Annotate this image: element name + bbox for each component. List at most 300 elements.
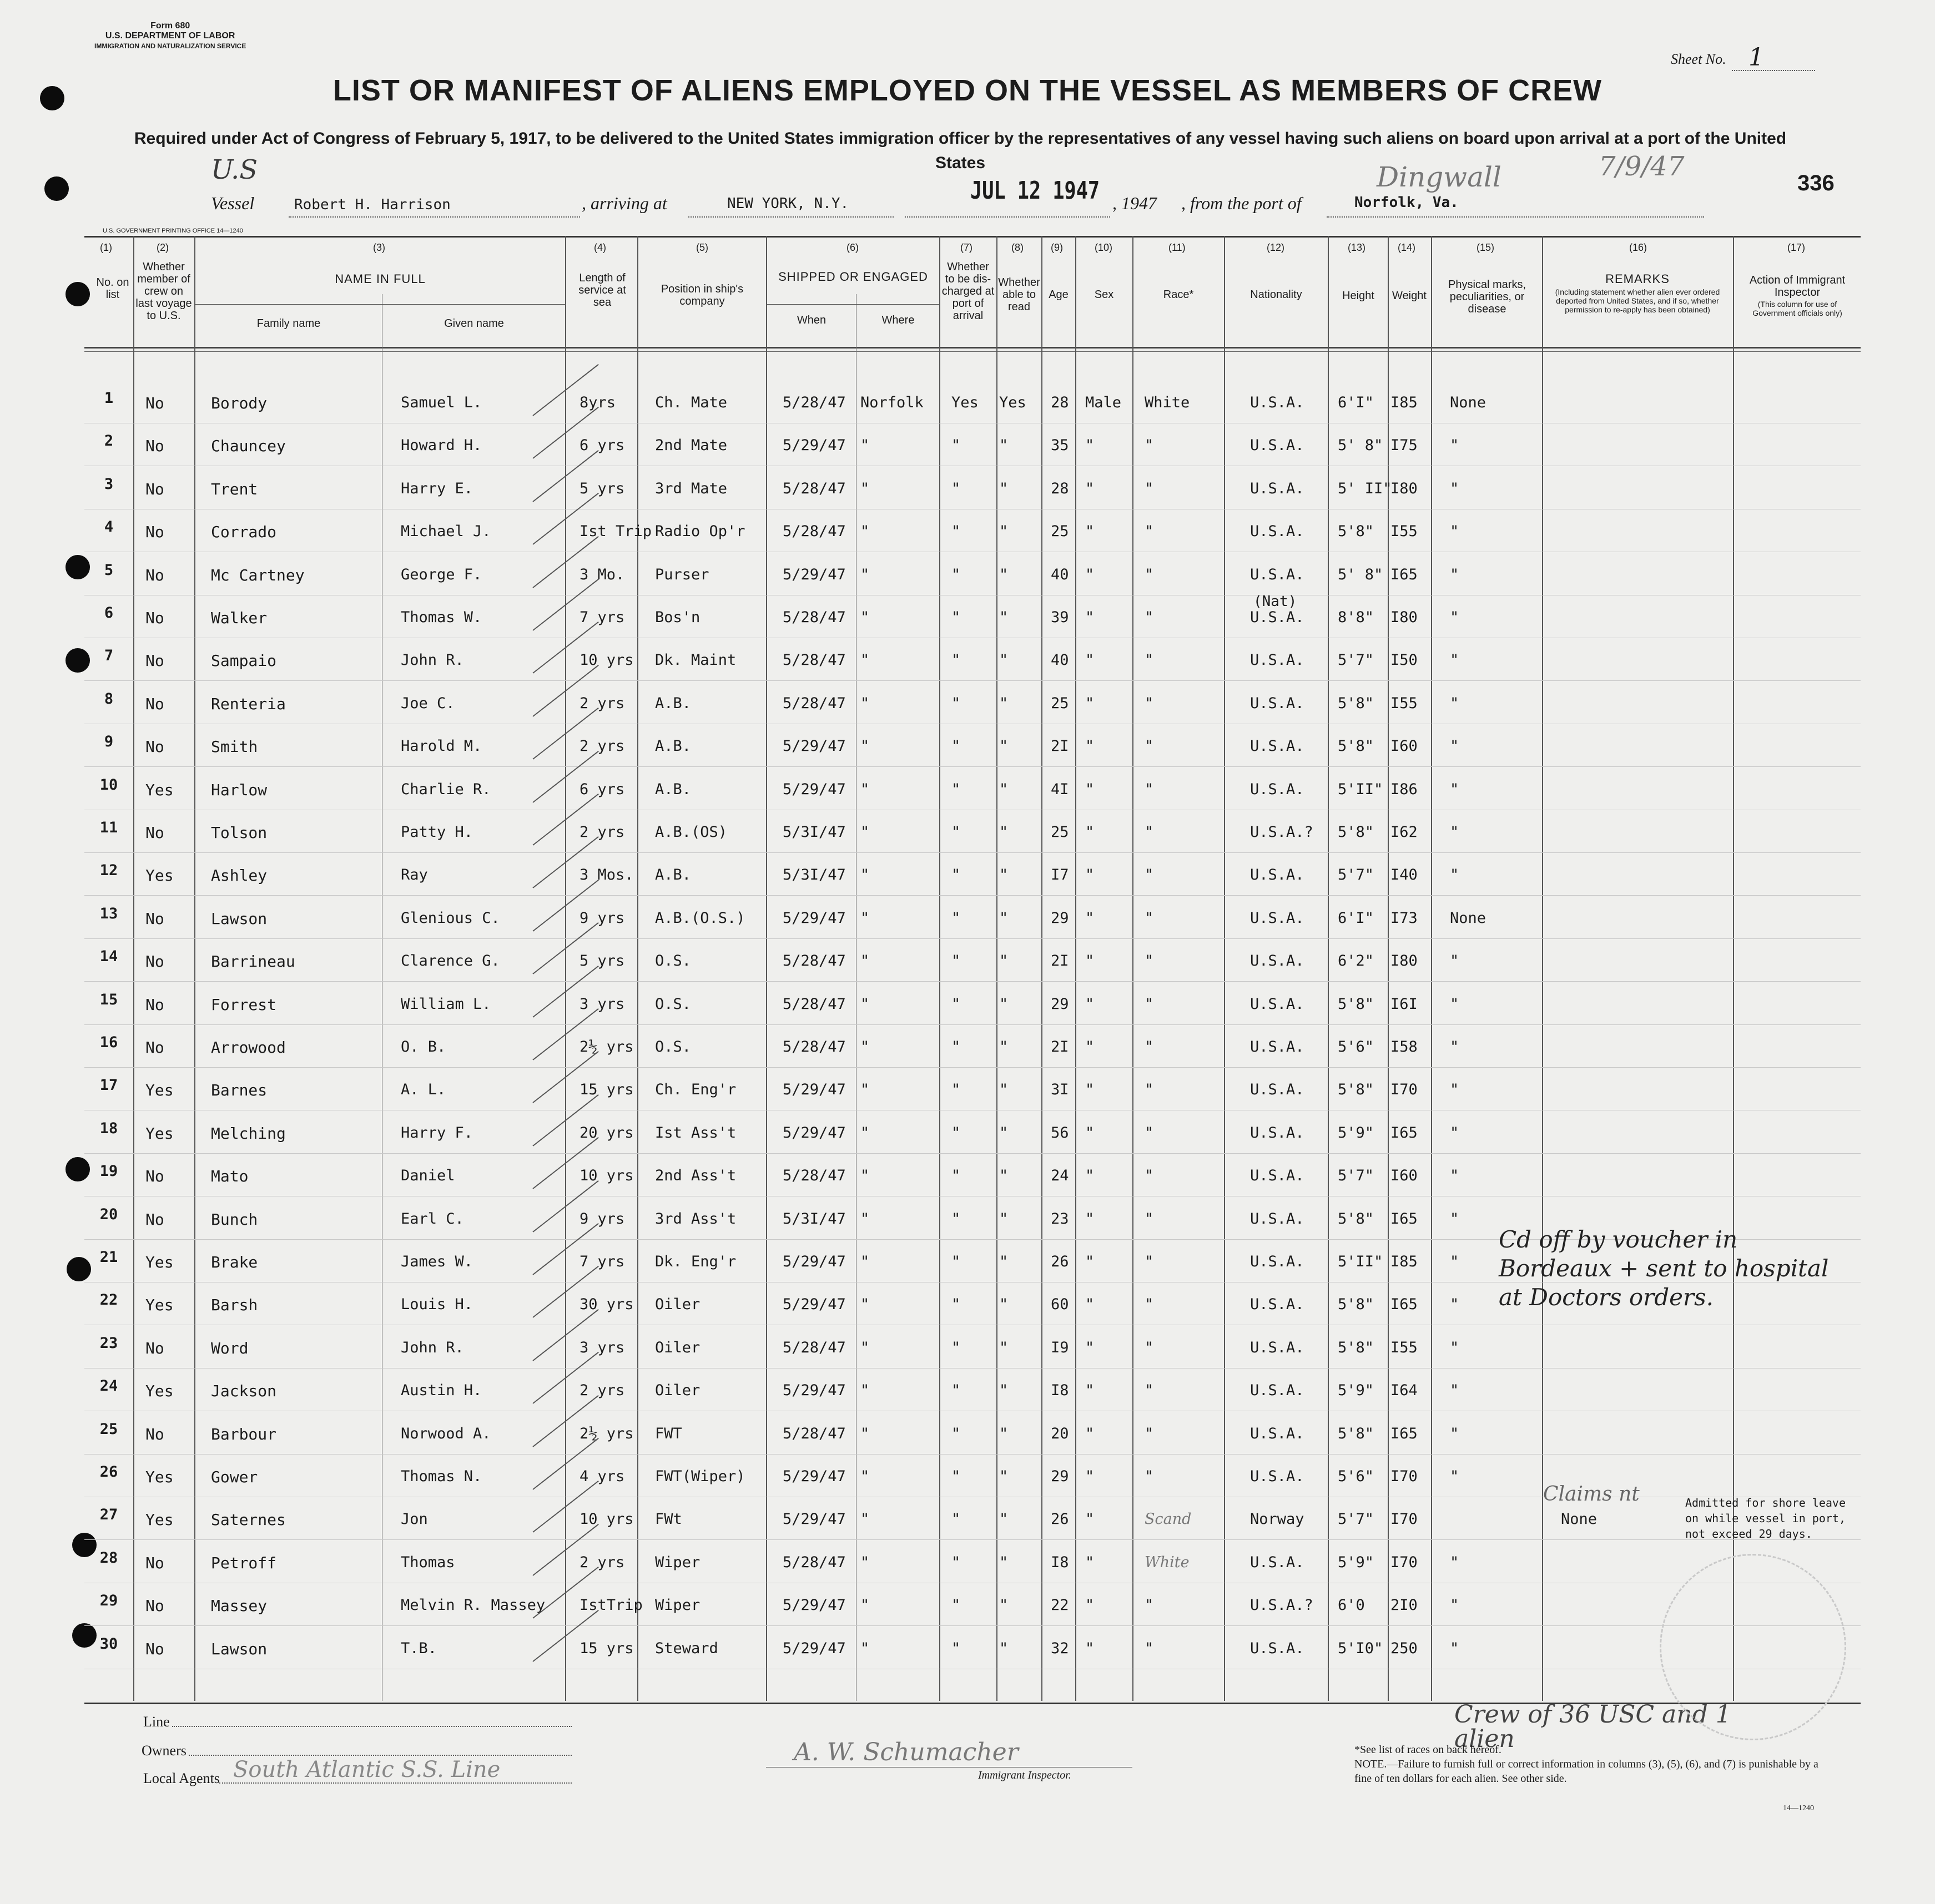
- cell-discharge: ": [951, 1511, 961, 1528]
- line-label: Line: [143, 1714, 170, 1730]
- cell-race: ": [1145, 1382, 1154, 1400]
- cell-last-voyage: No: [145, 1339, 164, 1357]
- cell-physical-marks: ": [1450, 1597, 1459, 1614]
- cell-weight: I80: [1390, 479, 1418, 497]
- cell-able-to-read: Yes: [999, 394, 1026, 411]
- col-num: (16): [1629, 242, 1647, 253]
- cell-height: 5'7": [1338, 1511, 1374, 1528]
- cell-able-to-read: ": [999, 909, 1009, 927]
- row-number: 25: [99, 1420, 118, 1438]
- cell-given-name: Patty H.: [401, 824, 473, 841]
- cell-height: 5' 8": [1338, 437, 1383, 454]
- cell-position: Oiler: [655, 1296, 701, 1314]
- cell-physical-marks: ": [1450, 824, 1459, 841]
- cell-race: ": [1145, 609, 1154, 626]
- cell-race: ": [1145, 1296, 1154, 1314]
- cell-service: 4 yrs: [580, 1468, 625, 1485]
- cell-shipped-when: 5/28/47: [783, 952, 846, 970]
- col-divider: [1733, 236, 1734, 1701]
- cell-age: 39: [1051, 609, 1069, 626]
- cell-family-name: Barsh: [211, 1296, 258, 1315]
- cell-physical-marks: ": [1450, 651, 1459, 669]
- cell-nationality: U.S.A.: [1250, 1081, 1304, 1099]
- cell-physical-marks: ": [1450, 1382, 1459, 1400]
- cell-discharge: ": [951, 1468, 961, 1485]
- cell-shipped-where: ": [860, 1038, 870, 1055]
- cell-last-voyage: No: [145, 952, 164, 971]
- cell-age: 32: [1051, 1639, 1069, 1657]
- cell-weight: I62: [1390, 824, 1418, 841]
- col-header-no: No. on list: [96, 276, 129, 301]
- cell-height: 8'8": [1338, 609, 1374, 626]
- page-title: LIST OR MANIFEST OF ALIENS EMPLOYED ON THE VESSEL AS MEMBERS OF CREW: [332, 74, 1603, 107]
- cell-shipped-where: ": [860, 1639, 870, 1657]
- cell-nationality: U.S.A.: [1250, 1253, 1304, 1270]
- row-number: 8: [104, 690, 114, 708]
- cell-shipped-where: ": [860, 780, 870, 798]
- cell-race: ": [1145, 1253, 1154, 1270]
- cell-weight: I64: [1390, 1382, 1418, 1400]
- cell-position: Purser: [655, 565, 709, 583]
- cell-height: 5'8": [1338, 1296, 1374, 1314]
- cell-family-name: Forrest: [211, 995, 277, 1014]
- col-header-read: Whether able to read: [998, 276, 1040, 313]
- cell-family-name: Arrowood: [211, 1038, 286, 1057]
- official-stamp: [1660, 1554, 1846, 1740]
- cell-sex: ": [1085, 1339, 1095, 1356]
- cell-nationality: U.S.A.: [1250, 952, 1304, 970]
- cell-discharge: ": [951, 909, 961, 927]
- cell-discharge: ": [951, 1639, 961, 1657]
- row-rule: [84, 895, 1861, 896]
- cell-given-name: Earl C.: [401, 1210, 464, 1228]
- cell-physical-marks: ": [1450, 1167, 1459, 1185]
- cell-weight: I50: [1390, 651, 1418, 669]
- cell-family-name: Melching: [211, 1124, 286, 1143]
- cell-position: Wiper: [655, 1597, 701, 1614]
- cell-position: 2nd Ass't: [655, 1167, 737, 1185]
- cell-sex: ": [1085, 1296, 1095, 1314]
- vessel-underline: [289, 216, 580, 218]
- cell-height: 5'II": [1338, 1253, 1383, 1270]
- cell-shipped-where: ": [860, 1339, 870, 1356]
- cell-given-name: A. L.: [401, 1081, 446, 1099]
- cell-service: 10 yrs: [580, 1167, 634, 1185]
- cell-family-name: Bunch: [211, 1210, 258, 1229]
- cell-discharge: ": [951, 437, 961, 454]
- cell-family-name: Gower: [211, 1468, 258, 1486]
- cell-race: ": [1145, 824, 1154, 841]
- service-name: IMMIGRATION AND NATURALIZATION SERVICE: [94, 42, 246, 50]
- cell-weight: 2I0: [1390, 1597, 1418, 1614]
- cell-given-name: Melvin R. Massey: [401, 1597, 546, 1614]
- cell-physical-marks: ": [1450, 995, 1459, 1013]
- cell-discharge: ": [951, 523, 961, 541]
- cell-race: White: [1145, 1553, 1190, 1571]
- col-divider: [1041, 236, 1042, 1701]
- cell-height: 5'8": [1338, 738, 1374, 755]
- cell-sex: ": [1085, 952, 1095, 970]
- cell-age: 29: [1051, 995, 1069, 1013]
- cell-sex: ": [1085, 437, 1095, 454]
- cell-sex: ": [1085, 1597, 1095, 1614]
- row-number: 26: [99, 1463, 118, 1481]
- cell-weight: I55: [1390, 1339, 1418, 1356]
- cell-family-name: Trent: [211, 479, 258, 498]
- race-note: *See list of races on back hereof.: [1354, 1744, 1501, 1756]
- cell-service: 10 yrs: [580, 1511, 634, 1528]
- row-rule: [84, 1024, 1861, 1025]
- cell-sex: Male: [1085, 394, 1122, 411]
- cell-race: ": [1145, 1425, 1154, 1442]
- cell-service: 2½ yrs: [580, 1425, 634, 1442]
- row-rule: [84, 680, 1861, 681]
- cell-shipped-when: 5/28/47: [783, 1038, 846, 1055]
- cell-weight: I70: [1390, 1468, 1418, 1485]
- cell-physical-marks: ": [1450, 952, 1459, 970]
- row-rule: [84, 1625, 1861, 1626]
- handwritten-port: Dingwall: [1377, 161, 1501, 193]
- cell-weight: I70: [1390, 1553, 1418, 1571]
- cell-physical-marks: ": [1450, 1124, 1459, 1142]
- cell-given-name: William L.: [401, 995, 491, 1013]
- cell-height: 5' II": [1338, 479, 1392, 497]
- cell-sex: ": [1085, 479, 1095, 497]
- cell-given-name: John R.: [401, 1339, 464, 1356]
- cell-position: 2nd Mate: [655, 437, 728, 454]
- cell-race: ": [1145, 909, 1154, 927]
- cell-age: I8: [1051, 1382, 1069, 1400]
- row-number: 2: [104, 432, 114, 450]
- col-header-position: Position in ship's company: [661, 283, 744, 307]
- page-number: 336: [1797, 171, 1835, 195]
- cell-weight: I65: [1390, 565, 1418, 583]
- cell-able-to-read: ": [999, 1468, 1009, 1485]
- cell-physical-marks: ": [1450, 1210, 1459, 1228]
- cell-height: 6'I": [1338, 909, 1374, 927]
- cell-position: A.B.: [655, 694, 692, 712]
- cell-weight: I80: [1390, 952, 1418, 970]
- cell-weight: I70: [1390, 1081, 1418, 1099]
- cell-shipped-when: 5/28/47: [783, 394, 846, 411]
- cell-shipped-where: ": [860, 437, 870, 454]
- cell-age: 25: [1051, 694, 1069, 712]
- cell-given-name: T.B.: [401, 1639, 437, 1657]
- cell-weight: I60: [1390, 1167, 1418, 1185]
- col-num: (12): [1267, 242, 1285, 253]
- cell-family-name: Mato: [211, 1167, 249, 1186]
- cell-shipped-where: ": [860, 1597, 870, 1614]
- col-divider: [1388, 236, 1389, 1701]
- cell-age: 40: [1051, 565, 1069, 583]
- cell-service: 5 yrs: [580, 952, 625, 970]
- page-subtitle: Required under Act of Congress of February 5, 1917, to be delivered to the United States immigration officer by the representatives of any vessel having such aliens on board upon arrival at a port of the United States: [134, 129, 1787, 172]
- fine-note: NOTE.—Failure to furnish full or correct information in columns (3), (5), (6), and (7) is punishable by a fine of ten dollars for each alien. See other side.: [1354, 1758, 1818, 1785]
- date-stamp: JUL 12 1947: [970, 176, 1100, 205]
- cell-position: A.B.: [655, 866, 692, 884]
- cell-shipped-when: 5/28/47: [783, 1425, 846, 1442]
- cell-physical-marks: ": [1450, 1425, 1459, 1442]
- cell-sex: ": [1085, 1167, 1095, 1185]
- cell-physical-marks: ": [1450, 780, 1459, 798]
- col-divider: [565, 236, 566, 1701]
- from-port-label: , from the port of: [1181, 193, 1302, 213]
- cell-given-name: Thomas: [401, 1553, 455, 1571]
- cell-physical-marks: None: [1450, 909, 1486, 927]
- cell-height: 5'6": [1338, 1038, 1374, 1055]
- date-underline: [905, 216, 1110, 218]
- form-number: Form 680: [150, 21, 190, 31]
- cell-given-name: Michael J.: [401, 523, 491, 541]
- cell-shipped-where: ": [860, 565, 870, 583]
- cell-family-name: Barnes: [211, 1081, 268, 1100]
- cell-family-name: Harlow: [211, 780, 268, 799]
- row-number: 18: [99, 1119, 118, 1137]
- cell-able-to-read: ": [999, 1339, 1009, 1356]
- cell-last-voyage: Yes: [145, 1253, 174, 1271]
- cell-nationality: U.S.A.: [1250, 694, 1304, 712]
- cell-family-name: Lawson: [211, 1639, 268, 1658]
- row-number: 3: [104, 475, 114, 493]
- cell-position: Dk. Eng'r: [655, 1253, 737, 1270]
- cell-race: White: [1145, 394, 1190, 411]
- cell-given-name: Norwood A.: [401, 1425, 491, 1442]
- cell-nationality: U.S.A.: [1250, 1124, 1304, 1142]
- cell-able-to-read: ": [999, 1296, 1009, 1314]
- inspector-signature: A. W. Schumacher: [794, 1738, 1019, 1766]
- cell-age: 26: [1051, 1253, 1069, 1270]
- cell-weight: I75: [1390, 437, 1418, 454]
- col-header-age: Age: [1049, 289, 1069, 301]
- cell-shipped-when: 5/29/47: [783, 437, 846, 454]
- cell-nationality: U.S.A.: [1250, 780, 1304, 798]
- cell-given-name: Glenious C.: [401, 909, 500, 927]
- cell-position: Radio Op'r: [655, 523, 745, 541]
- cell-position: 3rd Ass't: [655, 1210, 737, 1228]
- row-number: 22: [99, 1291, 118, 1309]
- cell-last-voyage: Yes: [145, 1468, 174, 1486]
- cell-shipped-where: ": [860, 1468, 870, 1485]
- cell-position: Ch. Mate: [655, 394, 728, 411]
- cell-race: ": [1145, 1038, 1154, 1055]
- cell-discharge: ": [951, 824, 961, 841]
- cell-age: 25: [1051, 523, 1069, 541]
- cell-race: ": [1145, 1167, 1154, 1185]
- cell-shipped-where: ": [860, 609, 870, 626]
- cell-sex: ": [1085, 1081, 1095, 1099]
- cell-able-to-read: ": [999, 651, 1009, 669]
- cell-family-name: Mc Cartney: [211, 565, 305, 584]
- cell-last-voyage: Yes: [145, 1124, 174, 1143]
- cell-age: 25: [1051, 824, 1069, 841]
- cell-able-to-read: ": [999, 738, 1009, 755]
- cell-last-voyage: No: [145, 738, 164, 756]
- cell-weight: I73: [1390, 909, 1418, 927]
- cell-service: 15 yrs: [580, 1639, 634, 1657]
- handwritten-date: 7/9/47: [1599, 151, 1685, 182]
- cell-nationality: U.S.A.: [1250, 1553, 1304, 1571]
- cell-shipped-where: ": [860, 824, 870, 841]
- col-divider: [1075, 236, 1076, 1701]
- cell-family-name: Tolson: [211, 824, 268, 842]
- cell-nationality: U.S.A.: [1250, 651, 1304, 669]
- cell-weight: I70: [1390, 1511, 1418, 1528]
- cell-shipped-when: 5/29/47: [783, 1511, 846, 1528]
- cell-shipped-where: ": [860, 909, 870, 927]
- cell-service: IstTrip: [580, 1597, 643, 1614]
- cell-physical-marks: ": [1450, 1296, 1459, 1314]
- cell-nationality: U.S.A.: [1250, 1167, 1304, 1185]
- row-number: 6: [104, 604, 114, 622]
- cell-family-name: Lawson: [211, 909, 268, 928]
- cell-position: Steward: [655, 1639, 718, 1657]
- cell-family-name: Petroff: [211, 1553, 277, 1572]
- cell-height: 6'I": [1338, 394, 1374, 411]
- cell-given-name: Daniel: [401, 1167, 455, 1185]
- cell-action: Admitted for shore leave on while vessel in port, not exceed 29 days.: [1685, 1496, 1846, 1541]
- cell-nationality: U.S.A.: [1250, 1639, 1304, 1657]
- col-divider: [996, 236, 997, 1701]
- col-num: (9): [1051, 242, 1063, 253]
- col-num: (2): [157, 242, 169, 253]
- col-divider: [1542, 236, 1543, 1701]
- col-divider: [1224, 236, 1225, 1701]
- cell-last-voyage: Yes: [145, 1081, 174, 1100]
- cell-height: 5'8": [1338, 1081, 1374, 1099]
- row-number: 9: [104, 733, 114, 751]
- cell-weight: I80: [1390, 609, 1418, 626]
- cell-sex: ": [1085, 1038, 1095, 1055]
- cell-nationality: U.S.A.: [1250, 866, 1304, 884]
- cell-given-name: Charlie R.: [401, 780, 491, 798]
- cell-shipped-when: 5/28/47: [783, 1167, 846, 1185]
- cell-service: 7 yrs: [580, 609, 625, 626]
- cell-physical-marks: ": [1450, 523, 1459, 541]
- col-num: (8): [1011, 242, 1024, 253]
- cell-sex: ": [1085, 1425, 1095, 1442]
- cell-able-to-read: ": [999, 1597, 1009, 1614]
- cell-shipped-when: 5/29/47: [783, 1124, 846, 1142]
- cell-sex: ": [1085, 1639, 1095, 1657]
- cell-height: 5'8": [1338, 1339, 1374, 1356]
- owners-underline: [189, 1755, 572, 1756]
- row-number: 23: [99, 1334, 118, 1352]
- cell-family-name: Jackson: [211, 1382, 277, 1401]
- cell-shipped-when: 5/28/47: [783, 609, 846, 626]
- year-label: , 1947: [1112, 193, 1157, 213]
- cell-nationality: U.S.A.: [1250, 565, 1304, 583]
- cell-discharge: ": [951, 1425, 961, 1442]
- cell-shipped-where: ": [860, 1124, 870, 1142]
- col-num: (14): [1398, 242, 1416, 253]
- cell-shipped-when: 5/28/47: [783, 651, 846, 669]
- cell-sex: ": [1085, 523, 1095, 541]
- agents-label: Local Agents: [143, 1770, 220, 1786]
- cell-physical-marks: None: [1450, 394, 1486, 411]
- cell-physical-marks: ": [1450, 1553, 1459, 1571]
- cell-age: 2I: [1051, 952, 1069, 970]
- col-header-given-name: Given name: [444, 317, 504, 330]
- binder-hole: [44, 176, 69, 201]
- cell-shipped-when: 5/3I/47: [783, 824, 846, 841]
- cell-race: ": [1145, 1081, 1154, 1099]
- cell-race: ": [1145, 995, 1154, 1013]
- col-header-action: Action of Immigrant Inspector: [1749, 274, 1846, 299]
- cell-shipped-where: ": [860, 995, 870, 1013]
- cell-position: Bos'n: [655, 609, 701, 626]
- cell-height: 6'0: [1338, 1597, 1365, 1614]
- cell-service: 8yrs: [580, 394, 616, 411]
- cell-given-name: Joe C.: [401, 694, 455, 712]
- col-num: (1): [100, 242, 112, 253]
- cell-age: 4I: [1051, 780, 1069, 798]
- col-header-nationality: Nationality: [1250, 289, 1302, 301]
- cell-height: 5'8": [1338, 694, 1374, 712]
- row-rule: [84, 1539, 1861, 1540]
- cell-last-voyage: No: [145, 609, 164, 627]
- col-header-discharge: Whether to be dis-charged at port of arrival: [941, 261, 995, 322]
- cell-discharge: ": [951, 1253, 961, 1270]
- cell-shipped-when: 5/28/47: [783, 479, 846, 497]
- col-num: (6): [846, 242, 859, 253]
- cell-race: ": [1145, 479, 1154, 497]
- cell-race: ": [1145, 651, 1154, 669]
- col-header-remarks-note: (Including statement whether alien ever ordered deported from United States, and if so, whether permission to re-apply has been obtained): [1555, 287, 1720, 314]
- cell-last-voyage: No: [145, 1210, 164, 1229]
- cell-sex: ": [1085, 909, 1095, 927]
- cell-nationality: U.S.A.: [1250, 1296, 1304, 1314]
- cell-shipped-where: ": [860, 1167, 870, 1185]
- col-header-name: NAME IN FULL: [335, 272, 426, 286]
- cell-given-name: Clarence G.: [401, 952, 500, 970]
- cell-able-to-read: ": [999, 1425, 1009, 1442]
- cell-position: 3rd Mate: [655, 479, 728, 497]
- cell-shipped-where: Norfolk: [860, 394, 924, 411]
- cell-race: ": [1145, 1210, 1154, 1228]
- col-num: (11): [1168, 242, 1186, 253]
- cell-position: A.B.: [655, 780, 692, 798]
- cell-last-voyage: No: [145, 1639, 164, 1658]
- cell-last-voyage: Yes: [145, 1296, 174, 1315]
- cell-position: Oiler: [655, 1382, 701, 1400]
- vessel-name: Robert H. Harrison: [294, 196, 451, 213]
- cell-shipped-when: 5/28/47: [783, 523, 846, 541]
- row-number: 20: [99, 1205, 118, 1223]
- cell-age: 56: [1051, 1124, 1069, 1142]
- cell-position: Ist Ass't: [655, 1124, 737, 1142]
- cell-age: 28: [1051, 394, 1069, 411]
- cell-able-to-read: ": [999, 565, 1009, 583]
- cell-service: 9 yrs: [580, 909, 625, 927]
- cell-last-voyage: No: [145, 1553, 164, 1572]
- remarks-row-27-note: Claims nt: [1543, 1483, 1640, 1506]
- cell-service: 10 yrs: [580, 651, 634, 669]
- cell-discharge: ": [951, 1382, 961, 1400]
- cell-position: Oiler: [655, 1339, 701, 1356]
- cell-nationality: U.S.A.?: [1250, 824, 1313, 841]
- col-header-last-voyage: Whether member of crew on last voyage to U.S.: [135, 261, 192, 322]
- col-divider: [133, 236, 134, 1701]
- cell-position: Wiper: [655, 1553, 701, 1571]
- cell-height: 5'II": [1338, 780, 1383, 798]
- cell-shipped-where: ": [860, 1511, 870, 1528]
- cell-last-voyage: Yes: [145, 1382, 174, 1401]
- cell-shipped-when: 5/29/47: [783, 1296, 846, 1314]
- cell-shipped-when: 5/29/47: [783, 1081, 846, 1099]
- cell-able-to-read: ": [999, 1081, 1009, 1099]
- cell-nationality: U.S.A.: [1250, 479, 1304, 497]
- cell-height: 5' 8": [1338, 565, 1383, 583]
